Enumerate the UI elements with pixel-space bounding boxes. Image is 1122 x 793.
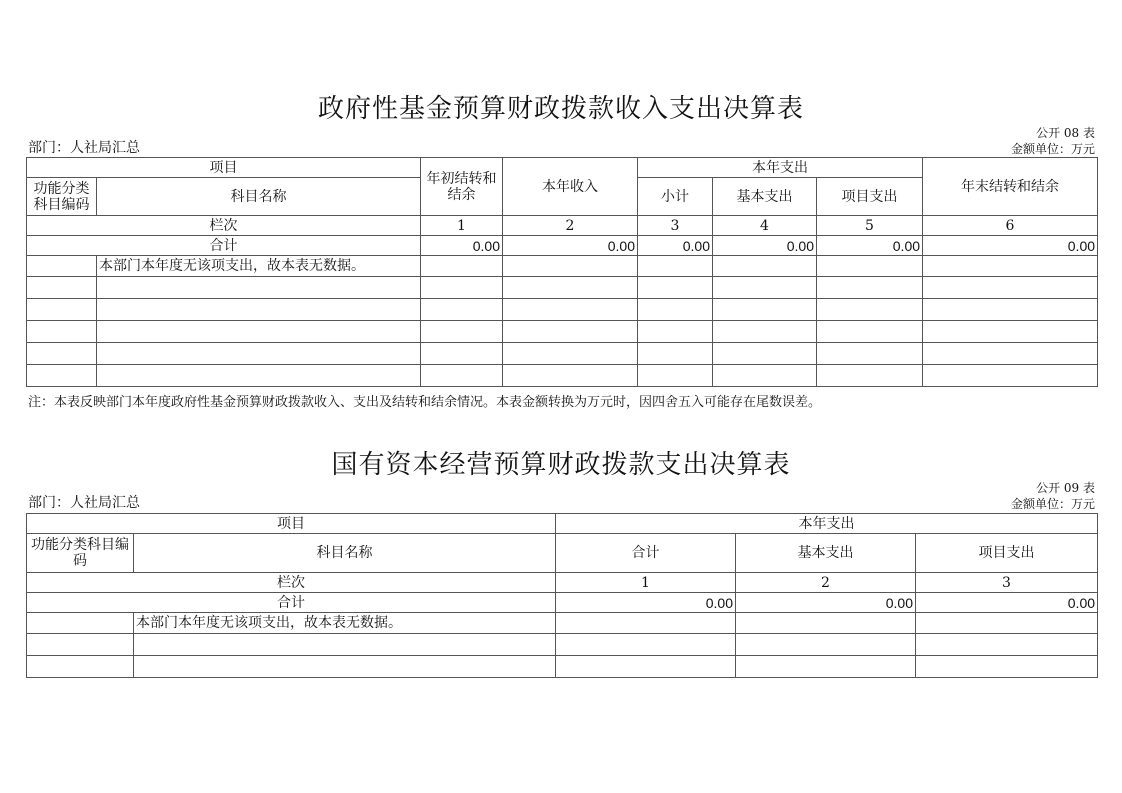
table-row (27, 365, 1098, 387)
table2-code: 公开 09 表 (1036, 481, 1095, 495)
empty-message: 本部门本年度无该项支出，故本表无数据。 (97, 256, 421, 277)
total-value: 0.00 (503, 236, 638, 256)
total-value: 0.00 (916, 593, 1098, 613)
header-subtotal: 小计 (638, 178, 713, 216)
table1-dept: 部门：人社局汇总 (28, 140, 140, 156)
total-label: 合计 (27, 593, 556, 613)
total-value: 0.00 (421, 236, 503, 256)
total-value: 0.00 (713, 236, 817, 256)
table-row (27, 656, 1098, 678)
header-basic: 基本支出 (736, 534, 916, 573)
total-label: 合计 (27, 236, 421, 256)
header-project: 项目支出 (817, 178, 923, 216)
table-row (27, 343, 1098, 365)
table1 (26, 157, 1098, 387)
table-row (27, 256, 1098, 277)
column-index: 4 (713, 216, 817, 236)
column-index: 3 (638, 216, 713, 236)
total-value: 0.00 (736, 593, 916, 613)
table-row (27, 321, 1098, 343)
total-value: 0.00 (638, 236, 713, 256)
header-project: 项目支出 (916, 534, 1098, 573)
column-index: 6 (923, 216, 1098, 236)
table2-title: 国有资本经营预算财政拨款支出决算表 (331, 450, 791, 480)
table-row (27, 613, 1098, 634)
header-basic: 基本支出 (713, 178, 817, 216)
column-index: 2 (736, 573, 916, 593)
total-value: 0.00 (923, 236, 1098, 256)
table1-title: 政府性基金预算财政拨款收入支出决算表 (317, 94, 804, 124)
table1-code: 公开 08 表 (1036, 126, 1095, 140)
header-begin-balance: 年初结转和结余 (421, 158, 503, 216)
column-index-label: 栏次 (27, 573, 556, 593)
header-expense: 本年支出 (638, 158, 923, 178)
header-expense: 本年支出 (556, 514, 1098, 534)
table1-note: 注：本表反映部门本年度政府性基金预算财政拨款收入、支出及结转和结余情况。本表金额转换为万元时，因四舍五入可能存在尾数误差。 (28, 395, 822, 410)
header-function-code: 功能分类科目编码 (27, 178, 97, 216)
table2 (26, 513, 1098, 678)
table-row (27, 634, 1098, 656)
header-total: 合计 (556, 534, 736, 573)
table2-dept: 部门：人社局汇总 (28, 495, 140, 511)
column-index: 3 (916, 573, 1098, 593)
header-subject-name: 科目名称 (134, 534, 556, 573)
header-income: 本年收入 (503, 158, 638, 216)
table-row (27, 299, 1098, 321)
header-end-balance: 年末结转和结余 (923, 158, 1098, 216)
table2-unit: 金额单位：万元 (1010, 497, 1095, 511)
column-index: 1 (556, 573, 736, 593)
column-index: 1 (421, 216, 503, 236)
header-function-code: 功能分类科目编码 (27, 534, 134, 573)
total-value: 0.00 (817, 236, 923, 256)
empty-message: 本部门本年度无该项支出，故本表无数据。 (134, 613, 556, 634)
header-item: 项目 (27, 158, 421, 178)
header-item: 项目 (27, 514, 556, 534)
header-subject-name: 科目名称 (97, 178, 421, 216)
column-index: 5 (817, 216, 923, 236)
table1-unit: 金额单位：万元 (1010, 142, 1095, 156)
total-value: 0.00 (556, 593, 736, 613)
column-index: 2 (503, 216, 638, 236)
column-index-label: 栏次 (27, 216, 421, 236)
table-row (27, 277, 1098, 299)
